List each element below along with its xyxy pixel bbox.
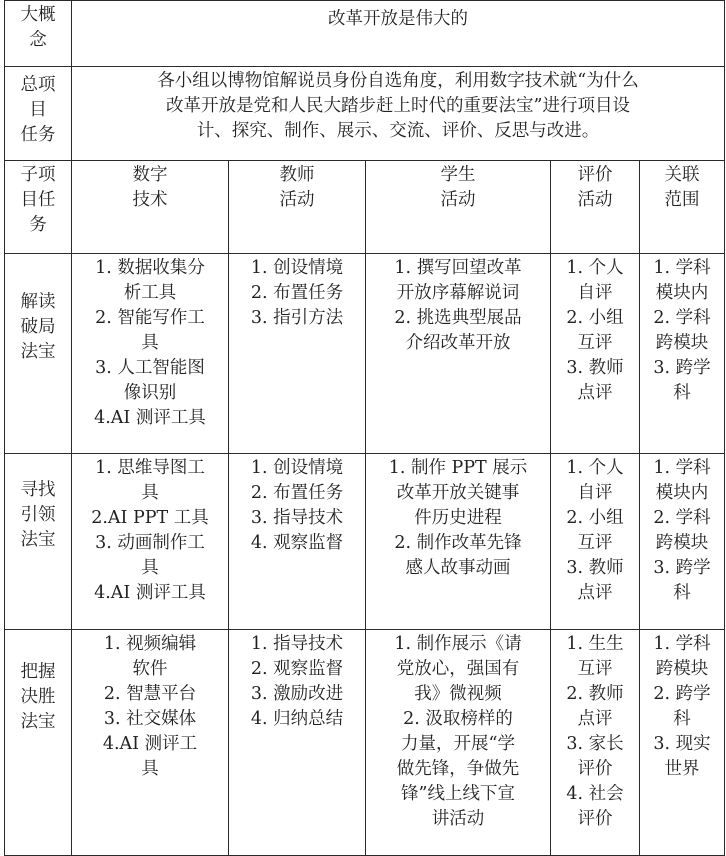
header-related-scope: 关联 范围 [640,161,725,254]
column-header-row [5,161,725,254]
digital-tech-cell: 1. 视频编辑 软件 2. 智慧平台 3. 社交媒体 4.AI 测评工 具 [72,630,229,856]
subtask-cell: 解读 破局 法宝 [5,254,72,454]
project-design-table [4,0,725,856]
teacher-activity-cell: 1. 创设情境 2. 布置任务 3. 指导技术 4. 观察监督 [229,454,366,630]
table-row [5,454,725,630]
evaluation-activity-cell: 1. 个人 自评 2. 小组 互评 3. 教师 点评 [551,454,640,630]
student-activity-cell: 1. 撰写回望改革 开放序幕解说词 2. 挑选典型展品 介绍改革开放 [366,254,551,454]
overall-task-text: 各小组以博物馆解说员身份自选角度，利用数字技术就“为什么 改革开放是党和人民大踏步赶上时代的重要法宝”进行项目设 计、探究、制作、展示、交流、评价、反思与改进。 [72,67,725,161]
related-scope-cell: 1. 学科 模块内 2. 学科 跨模块 3. 跨学 科 [640,254,725,454]
overall-task-label: 总项 目 任务 [5,67,72,161]
table-row [5,254,725,454]
header-evaluation-activity: 评价 活动 [551,161,640,254]
related-scope-cell: 1. 学科 模块内 2. 学科 跨模块 3. 跨学 科 [640,454,725,630]
teacher-activity-cell: 1. 创设情境 2. 布置任务 3. 指引方法 [229,254,366,454]
student-activity-cell: 1. 制作展示《请 党放心，强国有 我》微视频 2. 汲取榜样的 力量，开展“学 做先锋，争做先 锋”线上线下宣 讲活动 [366,630,551,856]
digital-tech-cell: 1. 思维导图工 具 2.AI PPT 工具 3. 动画制作工 具 4.AI 测评工具 [72,454,229,630]
subtask-cell: 把握 决胜 法宝 [5,630,72,856]
header-student-activity: 学生 活动 [366,161,551,254]
evaluation-activity-cell: 1. 个人 自评 2. 小组 互评 3. 教师 点评 [551,254,640,454]
overall-task-row [5,67,725,161]
evaluation-activity-cell: 1. 生生 互评 2. 教师 点评 3. 家长 评价 4. 社会 评价 [551,630,640,856]
header-digital-tech: 数字 技术 [72,161,229,254]
table-row [5,630,725,856]
header-subtask: 子项 目任 务 [5,161,72,254]
related-scope-cell: 1. 学科 跨模块 2. 跨学 科 3. 现实 世界 [640,630,725,856]
big-concept-label: 大概 念 [5,1,72,67]
header-teacher-activity: 教师 活动 [229,161,366,254]
big-concept-row [5,1,725,67]
big-concept-value: 改革开放是伟大的 [72,1,725,67]
subtask-cell: 寻找 引领 法宝 [5,454,72,630]
digital-tech-cell: 1. 数据收集分 析工具 2. 智能写作工 具 3. 人工智能图 像识别 4.AI 测评工具 [72,254,229,454]
student-activity-cell: 1. 制作 PPT 展示 改革开放关键事 件历史进程 2. 制作改革先锋 感人故事动画 [366,454,551,630]
teacher-activity-cell: 1. 指导技术 2. 观察监督 3. 激励改进 4. 归纳总结 [229,630,366,856]
